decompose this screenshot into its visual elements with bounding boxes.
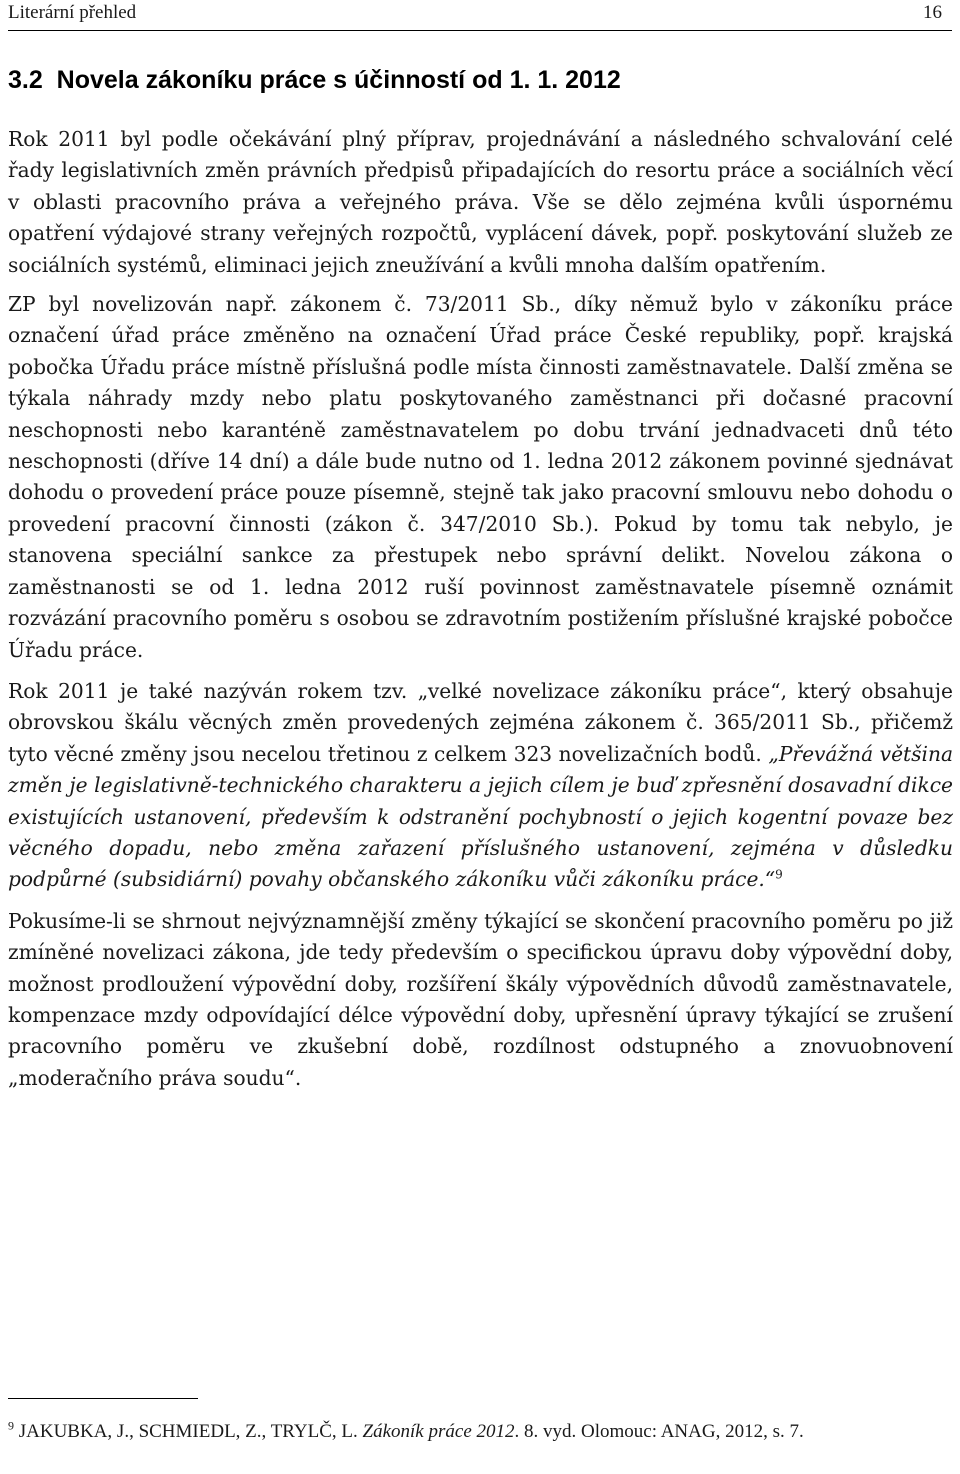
footnote-publication: . 8. vyd. Olomouc: ANAG, 2012, s. 7. [514, 1421, 804, 1442]
paragraph-1: Rok 2011 byl podle očekávání plný příprav, projednávání a následného schvalování celé řady legislativních změn právních předpisů připadajících do resortu práce a sociálních věcí v oblasti pracovního práva a veřejného práva. Vše se dělo zejména kvůli úspornému opatření výdajové strany veřejných rozpočtů, vyplácení dávek, popř. poskytování služeb ze sociálních systémů, eliminaci jejich zneužívání a kvůli mnoha dalším opatřením. [8, 127, 953, 277]
footnote-book-title: Zákoník práce 2012 [362, 1421, 515, 1442]
footnote [8, 1418, 953, 1446]
footnote-authors: JAKUBKA, J., SCHMIEDL, Z., TRYLČ, L. [18, 1421, 363, 1442]
paragraph-4: Pokusíme-li se shrnout nejvýznamnější změny týkající se skončení pracovního poměru po již zmíněné novelizaci zákona, jde tedy především o specifickou úpravu doby výpovědní doby, možnost prodloužení výpovědní doby, rozšíření škály výpovědních důvodů zaměstnavatele, kompenzace mzdy odpovídající délce výpovědní doby, upřesnění úpravy týkající se zrušení pracovního poměru ve zkušební době, rozdílnost odstupného a znovuobnovení „moderačního práva soudu“. [8, 908, 953, 1090]
section-heading [8, 66, 621, 95]
paragraph-3 [8, 676, 953, 896]
body-text [8, 124, 953, 1094]
footnote-divider [8, 1398, 198, 1399]
page-number: 16 [923, 2, 942, 23]
footnote-reference[interactable]: 9 [775, 867, 783, 882]
quotation: „Převážná většina změn je legislativně-technického charakteru a jejich cílem je buď zpřesnění dosavadní dikce existujících ustanovení, především k odstranění pochybností o jejich kogentní povaze bez věcného dopadu, nebo změna zařazení příslušného ustanovení, zejména v důsledku podpůrné (subsidiární) povahy občanského zákoníku vůči zákoníku práce.“ [8, 741, 953, 892]
section-number: 3.2 [8, 66, 43, 94]
running-header [8, 0, 952, 31]
header-title: Literární přehled [8, 2, 137, 23]
section-title: Novela zákoníku práce s účinností od 1. 1. 2012 [56, 66, 621, 94]
paragraph-2: ZP byl novelizován např. zákonem č. 73/2011 Sb., díky němuž bylo v zákoníku práce označení úřad práce změněno na označení Úřad práce České republiky, popř. krajská pobočka Úřadu práce místně příslušná podle místa činnosti zaměstnavatele. Další změna se týkala náhrady mzdy nebo platu poskytovaného zaměstnanci při dočasné pracovní neschopnosti nebo karanténě zaměstnavatelem po dobu trvání jednadvaceti dnů této neschopnosti (dříve 14 dní) a dále bude nutno od 1. ledna 2012 zákonem povinné sjednávat dohodu o provedení práce pouze písemně, stejně tak jako pracovní smlouvu nebo dohodu o provedení pracovní činnosti (zákon č. 347/2010 Sb.). Pokud by tomu tak nebylo, je stanovena speciální sankce za přestupek nebo správní delikt. Novelou zákona o zaměstnanosti se od 1. ledna 2012 ruší povinnost zaměstnavatele písemně oznámit rozvázání pracovního poměru s osobou se zdravotním postižením příslušné krajské pobočce Úřadu práce. [8, 292, 953, 662]
paragraph-3-intro: Rok 2011 je také nazýván rokem tzv. „velké novelizace zákoníku práce“, který obsahuje obrovskou škálu věcných změn provedených zejména zákonem č. 365/2011 Sb., přičemž tyto věcné změny jsou necelou třetinou z celkem 323 novelizačních bodů. [8, 678, 953, 766]
footnote-number: 9 [8, 1418, 14, 1433]
